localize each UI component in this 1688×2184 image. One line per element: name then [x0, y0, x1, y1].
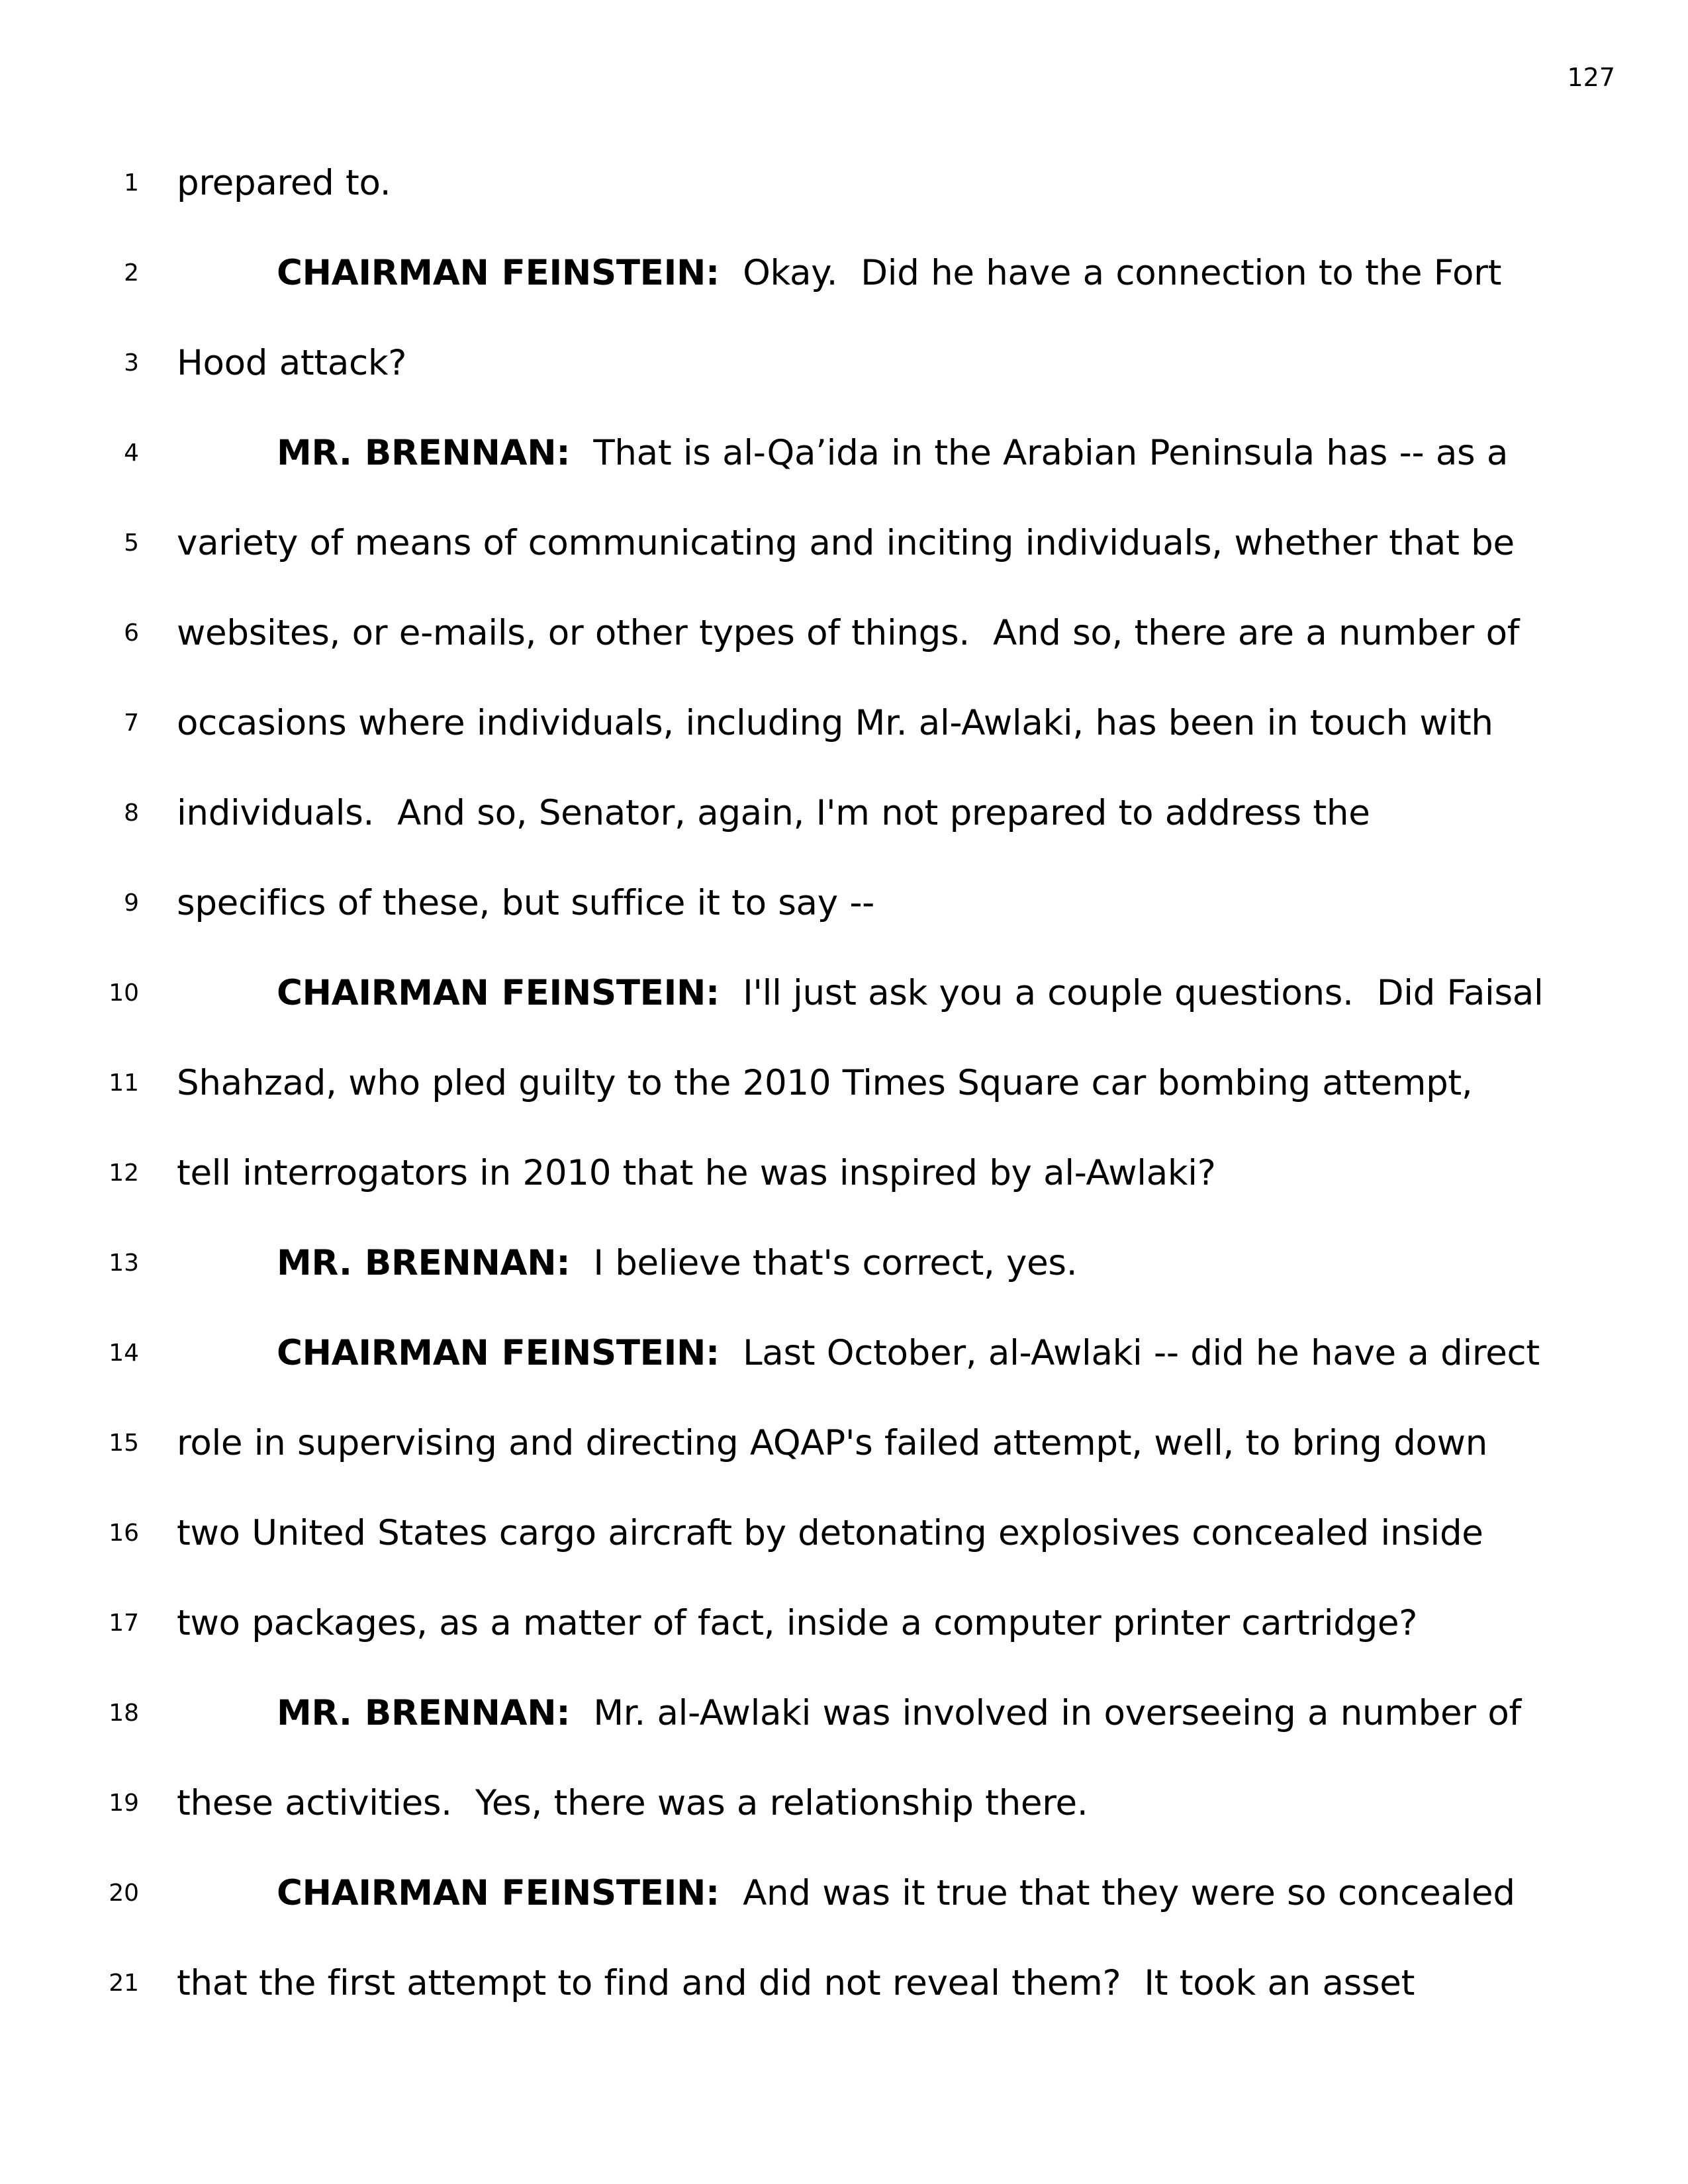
- speaker-name: CHAIRMAN FEINSTEIN:: [277, 1333, 720, 1373]
- transcript-line: [0, 1038, 1688, 1128]
- line-number: 2: [124, 259, 139, 287]
- line-number: 11: [109, 1069, 139, 1097]
- transcript-line: [0, 228, 1688, 318]
- line-number: 17: [109, 1610, 139, 1637]
- line-text: [277, 948, 1543, 1038]
- line-number: 12: [109, 1160, 139, 1187]
- transcript-line: [0, 138, 1688, 228]
- speaker-name: MR. BRENNAN:: [277, 433, 571, 473]
- transcript-line: [0, 948, 1688, 1038]
- line-text: [177, 1938, 1415, 2028]
- line-number: 6: [124, 619, 139, 647]
- transcript-line: [0, 1128, 1688, 1218]
- transcript-line: [0, 1668, 1688, 1758]
- line-text: [277, 408, 1508, 498]
- line-number: 5: [124, 529, 139, 557]
- line-number: 4: [124, 439, 139, 467]
- transcript-line: [0, 498, 1688, 588]
- transcript-line: [0, 858, 1688, 948]
- line-content: role in supervising and directing AQAP's failed attempt, well, to bring down: [177, 1423, 1487, 1463]
- line-text: [177, 318, 406, 408]
- line-number: 19: [109, 1790, 139, 1817]
- line-text: [177, 1578, 1417, 1668]
- transcript-line: [0, 1488, 1688, 1578]
- transcript-line: [0, 1848, 1688, 1938]
- line-text: [277, 1668, 1521, 1758]
- line-text: [177, 1488, 1483, 1578]
- line-text: [177, 588, 1519, 678]
- transcript-line: [0, 1308, 1688, 1398]
- speaker-name: MR. BRENNAN:: [277, 1243, 571, 1283]
- line-text: [177, 498, 1515, 588]
- line-text: [177, 1128, 1216, 1218]
- line-content: Mr. al-Awlaki was involved in overseeing a number of: [570, 1693, 1521, 1733]
- speaker-name: MR. BRENNAN:: [277, 1693, 571, 1733]
- line-content: I believe that's correct, yes.: [570, 1243, 1078, 1283]
- line-text: [177, 1038, 1472, 1128]
- line-content: Shahzad, who pled guilty to the 2010 Times Square car bombing attempt,: [177, 1063, 1473, 1103]
- line-content: That is al-Qa’ida in the Arabian Peninsula has -- as a: [570, 433, 1509, 473]
- line-text: [177, 858, 874, 948]
- transcript-line: [0, 678, 1688, 768]
- transcript-line: [0, 588, 1688, 678]
- line-number: 1: [124, 169, 139, 197]
- transcript-line: [0, 1398, 1688, 1488]
- line-text: [277, 1308, 1540, 1398]
- line-content: websites, or e-mails, or other types of things. And so, there are a number of: [177, 613, 1520, 653]
- transcript-line: [0, 318, 1688, 408]
- line-text: [277, 228, 1501, 318]
- transcript-line: [0, 1938, 1688, 2028]
- line-text: [177, 1398, 1487, 1488]
- line-content: variety of means of communicating and inciting individuals, whether that be: [177, 523, 1515, 563]
- line-number: 21: [109, 1970, 139, 1997]
- line-content: Last October, al-Awlaki -- did he have a direct: [719, 1333, 1540, 1373]
- line-number: 9: [124, 889, 139, 917]
- line-content: And was it true that they were so concealed: [719, 1873, 1515, 1913]
- speaker-name: CHAIRMAN FEINSTEIN:: [277, 973, 720, 1013]
- page-number: 127: [1567, 63, 1615, 92]
- line-text: [277, 1218, 1077, 1308]
- line-content: these activities. Yes, there was a relationship there.: [177, 1783, 1088, 1823]
- speaker-name: CHAIRMAN FEINSTEIN:: [277, 253, 720, 293]
- line-number: 13: [109, 1250, 139, 1277]
- line-content: I'll just ask you a couple questions. Did Faisal: [719, 973, 1544, 1013]
- line-content: tell interrogators in 2010 that he was inspired by al-Awlaki?: [177, 1153, 1216, 1193]
- transcript-body: [0, 138, 1688, 2028]
- line-text: [177, 1758, 1088, 1848]
- line-content: occasions where individuals, including Mr. al-Awlaki, has been in touch with: [177, 703, 1493, 743]
- line-number: 20: [109, 1880, 139, 1907]
- line-text: [177, 768, 1370, 858]
- line-number: 18: [109, 1700, 139, 1727]
- line-number: 8: [124, 799, 139, 827]
- line-text: [277, 1848, 1515, 1938]
- line-content: that the first attempt to find and did not reveal them? It took an asset: [177, 1963, 1415, 2003]
- line-number: 7: [124, 709, 139, 737]
- line-number: 16: [109, 1520, 139, 1547]
- line-content: Okay. Did he have a connection to the Fort: [719, 253, 1502, 293]
- line-content: Hood attack?: [177, 343, 407, 383]
- line-number: 3: [124, 349, 139, 377]
- line-number: 14: [109, 1340, 139, 1367]
- transcript-line: [0, 408, 1688, 498]
- line-content: two packages, as a matter of fact, inside a computer printer cartridge?: [177, 1603, 1418, 1643]
- transcript-line: [0, 1218, 1688, 1308]
- transcript-line: [0, 768, 1688, 858]
- transcript-line: [0, 1578, 1688, 1668]
- line-content: two United States cargo aircraft by detonating explosives concealed inside: [177, 1513, 1483, 1553]
- transcript-line: [0, 1758, 1688, 1848]
- line-text: [177, 678, 1493, 768]
- line-number: 10: [109, 979, 139, 1007]
- speaker-name: CHAIRMAN FEINSTEIN:: [277, 1873, 720, 1913]
- line-text: [177, 138, 391, 228]
- line-content: individuals. And so, Senator, again, I'm not prepared to address the: [177, 793, 1370, 833]
- line-content: prepared to.: [177, 163, 391, 203]
- line-number: 15: [109, 1430, 139, 1457]
- line-content: specifics of these, but suffice it to say --: [177, 883, 874, 923]
